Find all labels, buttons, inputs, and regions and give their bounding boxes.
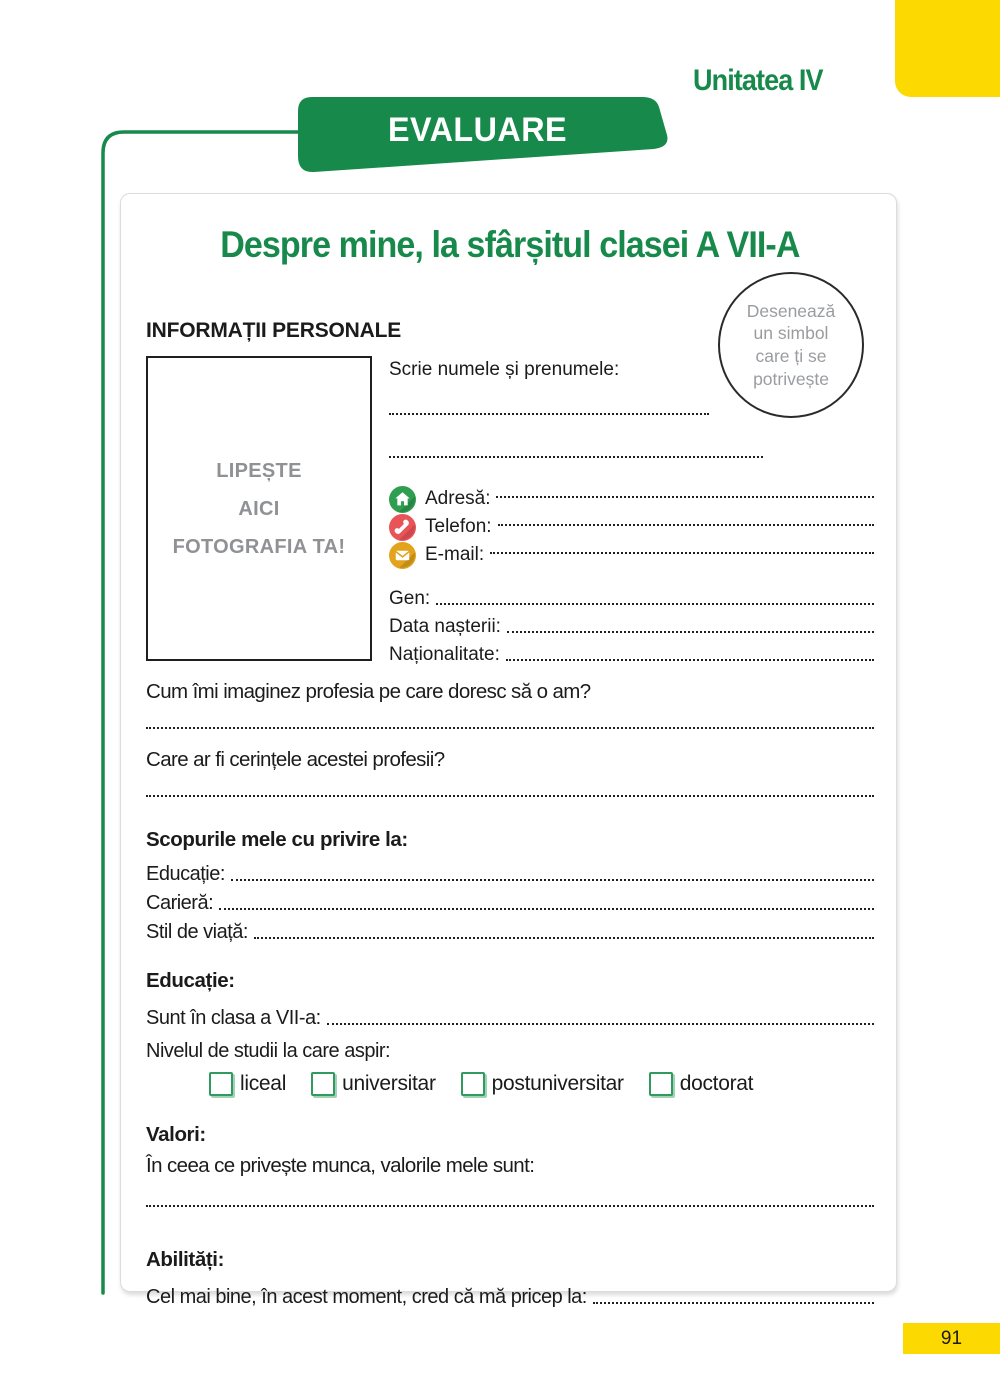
goal-career-row bbox=[146, 887, 874, 915]
section-heading-personal: INFORMAȚII PERSONALE bbox=[146, 319, 402, 342]
email-row bbox=[389, 541, 874, 569]
requirements-write-line bbox=[146, 795, 874, 797]
address-label: Adresă: bbox=[425, 488, 491, 509]
worksheet-card bbox=[120, 193, 897, 1308]
goal-education-label: Educație: bbox=[146, 863, 225, 885]
name-write-line-1 bbox=[389, 413, 709, 415]
phone-icon bbox=[389, 514, 416, 541]
nationality-label: Naționalitate: bbox=[389, 644, 500, 665]
nationality-row bbox=[389, 638, 874, 666]
name-write-line-2 bbox=[389, 456, 763, 458]
education-heading: Educație: bbox=[146, 969, 235, 992]
unit-label: Unitatea IV bbox=[693, 64, 823, 97]
gender-write-line bbox=[436, 603, 874, 605]
class-row bbox=[146, 1002, 874, 1030]
checkbox-universitar[interactable] bbox=[311, 1072, 335, 1096]
checkbox-doctorat-label: doctorat bbox=[679, 1072, 754, 1095]
checkbox-universitar-label: universitar bbox=[342, 1072, 436, 1095]
checkbox-doctorat[interactable] bbox=[649, 1072, 673, 1096]
address-row bbox=[389, 485, 874, 513]
checkbox-liceal-label: liceal bbox=[240, 1072, 287, 1095]
goals-rows bbox=[146, 858, 874, 944]
goals-heading: Scopurile mele cu privire la: bbox=[146, 828, 408, 851]
values-heading: Valori: bbox=[146, 1123, 206, 1146]
corner-tab bbox=[895, 0, 1000, 97]
gender-label: Gen: bbox=[389, 588, 431, 609]
study-level-options bbox=[209, 1072, 874, 1096]
checkbox-postuniversitar-label: postuniversitar bbox=[491, 1072, 624, 1095]
values-label: În ceea ce privește munca, valorile mele sunt: bbox=[146, 1154, 535, 1177]
photo-placeholder-box bbox=[146, 356, 372, 661]
banner-title: EVALUARE bbox=[387, 111, 568, 149]
phone-label: Telefon: bbox=[425, 516, 492, 537]
page-number-bar bbox=[903, 1323, 1000, 1354]
phone-write-line bbox=[498, 524, 874, 526]
email-write-line bbox=[490, 552, 874, 554]
birthdate-label: Data nașterii: bbox=[389, 616, 501, 637]
email-label: E-mail: bbox=[425, 544, 485, 565]
checkbox-postuniversitar[interactable] bbox=[461, 1072, 485, 1096]
skills-label: Cel mai bine, în acest moment, cred că mă pricep la: bbox=[146, 1286, 587, 1308]
question-requirements: Care ar fi cerințele acestei profesii? bbox=[146, 748, 445, 771]
goal-career-write-line bbox=[219, 908, 874, 910]
phone-row bbox=[389, 513, 874, 541]
goal-education-row bbox=[146, 858, 874, 886]
birthdate-write-line bbox=[507, 631, 874, 633]
draw-circle-line: potrivește bbox=[753, 368, 829, 389]
goal-lifestyle-row bbox=[146, 916, 874, 944]
birthdate-row bbox=[389, 610, 874, 638]
address-write-line bbox=[496, 496, 874, 498]
values-write-line bbox=[146, 1205, 874, 1207]
home-icon bbox=[389, 486, 416, 513]
identity-fields bbox=[389, 582, 874, 666]
photo-box-line: LIPEȘTE bbox=[216, 459, 302, 482]
question-profession: Cum îmi imaginez profesia pe care doresc să o am? bbox=[146, 680, 591, 703]
goal-lifestyle-label: Stil de viață: bbox=[146, 921, 248, 943]
option-universitar bbox=[311, 1072, 436, 1096]
goal-lifestyle-write-line bbox=[254, 937, 874, 939]
option-doctorat bbox=[649, 1072, 753, 1096]
goal-education-write-line bbox=[231, 879, 874, 881]
skills-row bbox=[146, 1281, 874, 1309]
goal-career-label: Carieră: bbox=[146, 892, 214, 914]
study-level-label: Nivelul de studii la care aspir: bbox=[146, 1040, 391, 1062]
nationality-write-line bbox=[506, 659, 874, 661]
page-number: 91 bbox=[940, 1327, 963, 1349]
draw-circle-line: care ți se bbox=[755, 346, 827, 366]
option-liceal bbox=[209, 1072, 286, 1096]
profession-write-line bbox=[146, 727, 874, 729]
name-field-label: Scrie numele și prenumele: bbox=[389, 359, 620, 380]
draw-circle-line: un simbol bbox=[753, 323, 829, 344]
skills-heading: Abilități: bbox=[146, 1248, 224, 1271]
evaluare-banner bbox=[290, 94, 682, 180]
draw-symbol-circle bbox=[718, 272, 864, 418]
draw-circle-line: Desenează bbox=[746, 300, 836, 321]
option-postuniversitar bbox=[461, 1072, 624, 1096]
class-label: Sunt în clasa a VII-a: bbox=[146, 1007, 321, 1029]
photo-box-line: AICI bbox=[238, 497, 280, 520]
email-icon bbox=[389, 542, 416, 569]
gender-row bbox=[389, 582, 874, 610]
page-title: Despre mine, la sfârșitul clasei A VII-A bbox=[220, 224, 800, 265]
contact-fields bbox=[389, 485, 874, 569]
class-write-line bbox=[327, 1023, 874, 1025]
photo-box-line: FOTOGRAFIA TA! bbox=[172, 535, 346, 558]
checkbox-liceal[interactable] bbox=[209, 1072, 233, 1096]
skills-write-line bbox=[593, 1302, 874, 1304]
